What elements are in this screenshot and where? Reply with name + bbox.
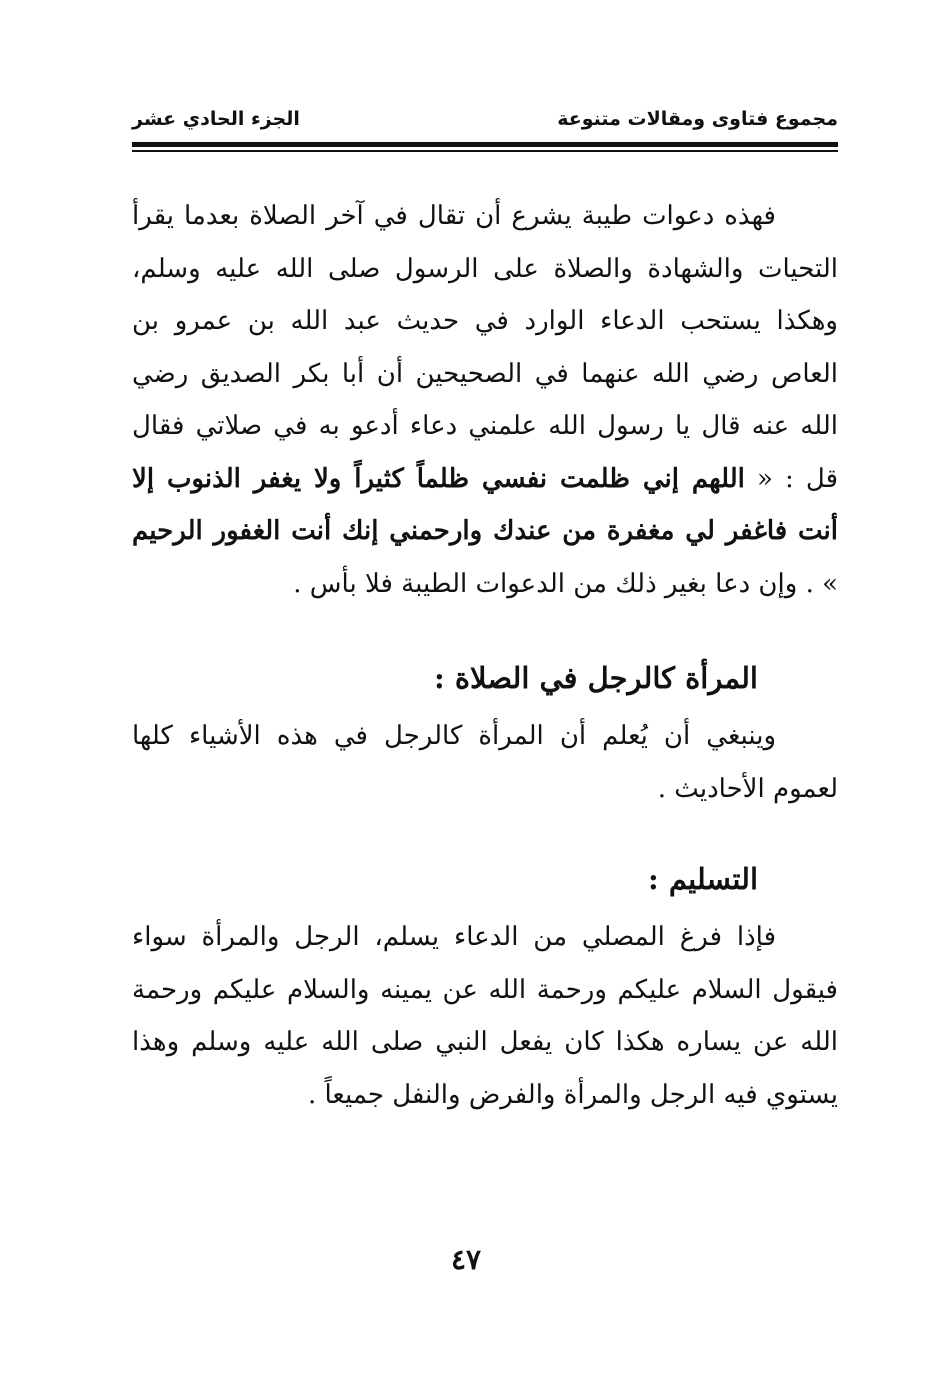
header-rule-thin [132,150,838,152]
volume-label: الجزء الحادي عشر [132,108,300,130]
page-body [132,190,838,1121]
paragraph-text-after: » . وإن دعا بغير ذلك من الدعوات الطيبة فلا بأس . [293,568,838,599]
paragraph-duas [132,190,838,610]
page-number: ٤٧ [450,1243,482,1276]
paragraph-text-before: فهذه دعوات طيبة يشرع أن تقال في آخر الصلاة بعدما يقرأ التحيات والشهادة والصلاة على الرسول صلى الله عليه وسلم، وهكذا يستحب الدعاء الوارد في حديث عبد الله بن عمرو بن العاص رضي الله عنهما في الصحيحين أن أبا بكر الصديق رضي الله عنه قال يا رسول الله علمني دعاء أدعو به في صلاتي فقال قل : « [132,201,839,494]
section-heading-tasleem: التسليم : [648,862,758,896]
book-title: مجموع فتاوى ومقالات متنوعة [557,108,838,130]
paragraph-woman [132,710,838,815]
dua-text: اللهم إني ظلمت نفسي ظلماً كثيراً ولا يغفر الذنوب إلا أنت فاغفر لي مغفرة من عندك وارحمني إنك أنت الغفور الرحيم [132,463,838,546]
header-rule-thick [132,142,838,147]
running-header [132,108,838,138]
section-heading-woman: المرأة كالرجل في الصلاة : [434,661,758,695]
paragraph-tasleem [132,911,838,1121]
paragraph-woman-text: وينبغي أن يُعلم أن المرأة كالرجل في هذه الأشياء كلها لعموم الأحاديث . [132,721,838,804]
paragraph-tasleem-text: فإذا فرغ المصلي من الدعاء يسلم، الرجل والمرأة سواء فيقول السلام عليكم ورحمة الله عن يمينه والسلام عليكم ورحمة الله عن يساره هكذا كان يفعل النبي صلى الله عليه وسلم وهذا يستوي فيه الرجل والمرأة والفرض والنفل جميعاً . [132,922,838,1110]
